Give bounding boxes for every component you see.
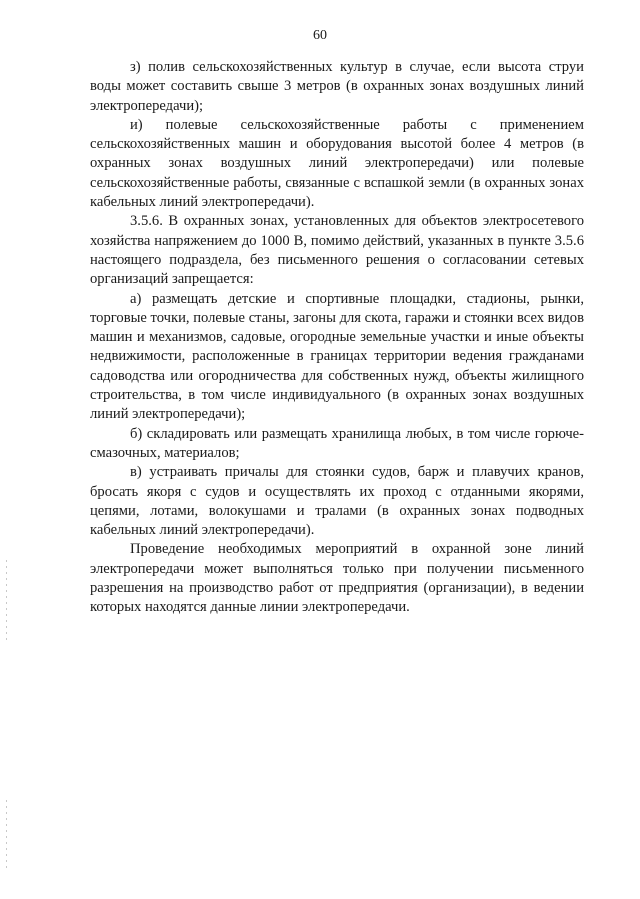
document-body <box>90 58 584 618</box>
scan-edge-mark <box>6 800 7 870</box>
paragraph-item-z: з) полив сельскохозяйственных культур в случае, если высота струи воды может составить свыше 3 метров (в охранных зонах воздушных линий электропередачи); <box>90 59 584 114</box>
paragraph-item-b: б) складировать или размещать хранилища любых, в том числе горюче-смазочных, материалов; <box>90 425 584 461</box>
paragraph-item-i: и) полевые сельскохозяйственные работы с применением сельскохозяйственных машин и оборудования высотой более 4 метров (в охранных зонах воздушных линий электропередачи) или полевые сельскохозяйственные работы, связанные с вспашкой земли (в охранных зонах кабельных линий электропередачи). <box>90 116 584 211</box>
paragraph-item-v: в) устраивать причалы для стоянки судов, барж и плавучих кранов, бросать якоря с судов и осуществлять их проход с отданными якорями, цепями, лотами, волокушами и тралами (в охранных зонах подводных кабельных линий электропередачи). <box>90 464 584 539</box>
paragraph-section-3-5-6: 3.5.6. В охранных зонах, установленных для объектов электросетевого хозяйства напряжением до 1000 В, помимо действий, указанных в пункте 3.5.6 настоящего подраздела, без письменного решения о согласовании сетевых организаций запрещается: <box>90 213 584 288</box>
paragraph-item-a: а) размещать детские и спортивные площадки, стадионы, рынки, торговые точки, полевые станы, загоны для скота, гаражи и стоянки всех видов машин и механизмов, садовые, огородные земельные участки и иные объекты недвижимости, расположенные в границах территории ведения гражданами садоводства или огородничества для собственных нужд, объекты жилищного строительства, в том числе индивидуального (в охранных зонах воздушных линий электропередачи); <box>90 290 584 423</box>
scan-edge-mark <box>6 560 7 640</box>
page-number: 60 <box>313 28 327 43</box>
paragraph-conclusion: Проведение необходимых мероприятий в охранной зоне линий электропередачи может выполняться только при получении письменного разрешения на производство работ от предприятия (организации), в ведении которых находятся данные линии электропередачи. <box>90 541 584 616</box>
